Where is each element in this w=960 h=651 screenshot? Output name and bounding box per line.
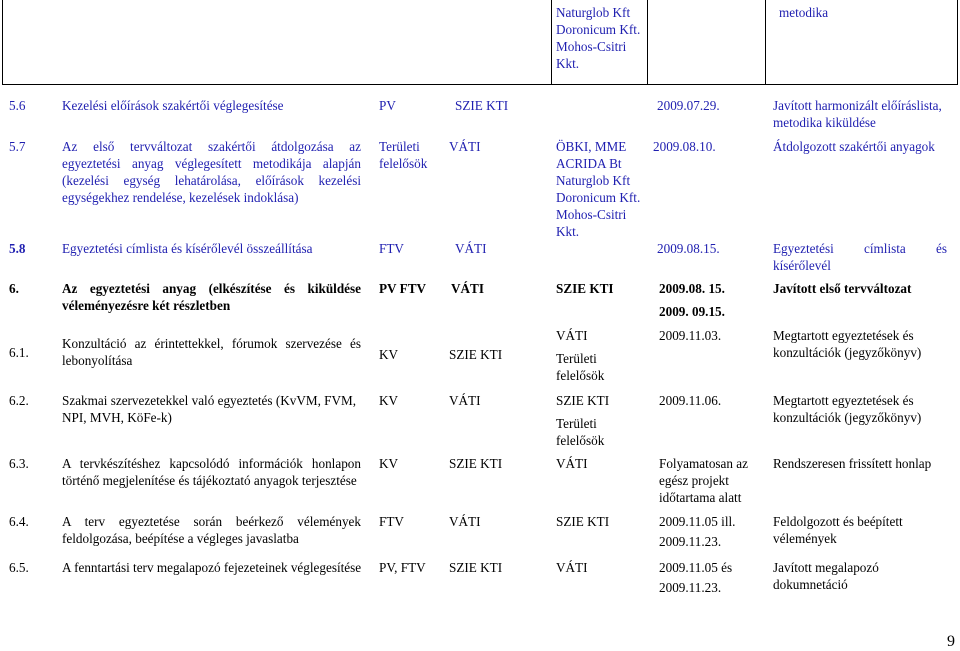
row-6-5-responsible: PV, FTV [379, 560, 426, 575]
table-border-right [957, 0, 958, 84]
row-6-2-other-line1: SZIE KTI [556, 393, 610, 408]
row-5-6-result-line2: metodika kiküldése [773, 115, 876, 130]
top-partner-4: Kkt. [556, 56, 580, 71]
row-6-2-other-line2: Területi [556, 416, 597, 431]
row-6-4-desc-line2: feldolgozása, beépítése a végleges javaslatba [62, 531, 299, 546]
table-border-mid3 [765, 0, 766, 84]
top-partner-2: Doronicum Kft. [556, 22, 641, 37]
row-5-7-number: 5.7 [9, 139, 26, 154]
row-6-2-participant: VÁTI [449, 393, 481, 408]
row-5-7-other-1: ÖBKI, MME [556, 139, 627, 154]
row-5-6-result-line1: Javított harmonizált előíráslista, [773, 98, 942, 113]
row-6-3-responsible: KV [379, 456, 399, 471]
row-6-5-date-line2: 2009.11.23. [659, 580, 722, 595]
row-6-5-number: 6.5. [9, 560, 29, 575]
table-border-left [2, 0, 3, 84]
row-5-6-description: Kezelési előírások szakértői véglegesítése [62, 98, 284, 113]
row-5-8-result-line1: Egyeztetési címlista és [773, 241, 947, 256]
row-6-2-result-line2: konzultációk (jegyzőkönyv) [773, 410, 922, 425]
row-5-7-other-5: Mohos-Csitri [556, 207, 627, 222]
row-6-desc-line2: véleményezésre két részletben [62, 298, 231, 313]
row-6-5-date-line1: 2009.11.05 és [659, 560, 733, 575]
table-border-mid2 [647, 0, 648, 84]
table-border-mid1 [551, 0, 552, 84]
row-6-2-desc-line1: Szakmai szervezetekkel való egyeztetés (KvVM, FVM, [62, 393, 357, 408]
row-6-4-number: 6.4. [9, 514, 29, 529]
row-6-3-other: VÁTI [556, 456, 588, 471]
row-6-4-result-line2: vélemények [773, 531, 837, 546]
row-6-1-other-line1: VÁTI [556, 328, 588, 343]
row-5-7-other-6: Kkt. [556, 224, 580, 239]
row-6-2-other-line3: felelősök [556, 433, 605, 448]
row-6-1-responsible: KV [379, 347, 399, 362]
row-5-6-date: 2009.07.29. [657, 98, 720, 113]
row-6-4-other: SZIE KTI [556, 514, 610, 529]
row-5-7-resp-line1: Területi [379, 139, 420, 154]
row-6-2-desc-line2: NPI, MVH, KöFe-k) [62, 410, 172, 425]
row-5-8-result-line2: kísérőlevél [773, 258, 831, 273]
row-5-7-result: Átdolgozott szakértői anyagok [773, 139, 935, 154]
row-6-3-date-line2: egész projekt [659, 473, 729, 488]
row-6-5-participant: SZIE KTI [449, 560, 503, 575]
top-note: metodika [779, 5, 829, 20]
row-5-7-other-2: ACRIDA Bt [556, 156, 622, 171]
row-5-7-desc-line1: Az első tervváltozat szakértői átdolgozása az [62, 139, 361, 154]
row-5-8-participant: VÁTI [455, 241, 487, 256]
row-5-8-responsible: FTV [379, 241, 404, 256]
row-5-7-desc-line3: (kezelési egység lehatárolása, előírások kezelési [62, 173, 361, 188]
row-6-participant: VÁTI [451, 281, 484, 296]
row-6-date-line2: 2009. 09.15. [659, 304, 725, 319]
row-6-3-result: Rendszeresen frissített honlap [773, 456, 932, 471]
row-6-5-other: VÁTI [556, 560, 588, 575]
row-6-2-number: 6.2. [9, 393, 29, 408]
row-5-8-date: 2009.08.15. [657, 241, 720, 256]
row-6-date-line1: 2009.08. 15. [659, 281, 725, 296]
row-5-6-participant: SZIE KTI [455, 98, 509, 113]
row-6-3-desc-line1: A tervkészítéshez kapcsolódó információk honlapon [62, 456, 361, 471]
top-partner-1: Naturglob Kft [556, 5, 631, 20]
row-5-6-number: 5.6 [9, 98, 26, 113]
row-6-3-date-line1: Folyamatosan az [659, 456, 748, 471]
row-5-6-responsible: PV [379, 98, 396, 113]
row-5-7-date: 2009.08.10. [653, 139, 716, 154]
row-5-7-participant: VÁTI [449, 139, 481, 154]
table-border-bottom [2, 84, 958, 85]
row-6-2-date: 2009.11.06. [659, 393, 722, 408]
row-6-5-description: A fenntartási terv megalapozó fejezeteinek véglegesítése [62, 560, 362, 575]
row-6-3-date-line3: időtartama alatt [659, 490, 742, 505]
row-6-other: SZIE KTI [556, 281, 614, 296]
row-6-4-participant: VÁTI [449, 514, 481, 529]
top-partner-3: Mohos-Csitri [556, 39, 627, 54]
row-5-7-other-4: Doronicum Kft. [556, 190, 641, 205]
row-5-7-resp-line2: felelősök [379, 156, 428, 171]
row-6-4-date-line1: 2009.11.05 ill. [659, 514, 736, 529]
row-5-7-desc-line4: egységekhez rendelése, kezelések indoklása) [62, 190, 299, 205]
row-6-1-desc-line2: lebonyolítása [62, 353, 133, 368]
row-5-8-number: 5.8 [9, 241, 26, 256]
row-6-4-date-line2: 2009.11.23. [659, 534, 722, 549]
row-5-8-description: Egyeztetési címlista és kísérőlevél összeállítása [62, 241, 313, 256]
row-6-3-participant: SZIE KTI [449, 456, 503, 471]
row-6-desc-line1: Az egyeztetési anyag (elkészítése és kiküldése [62, 281, 361, 296]
row-6-4-desc-line1: A terv egyeztetése során beérkező vélemények [62, 514, 361, 529]
row-5-7-other-3: Naturglob Kft [556, 173, 631, 188]
row-6-4-responsible: FTV [379, 514, 404, 529]
row-6-1-date: 2009.11.03. [659, 328, 722, 343]
row-6-5-result-line2: dokumnetáció [773, 577, 848, 592]
row-6-1-desc-line1: Konzultáció az érintettekkel, fórumok szervezése és [62, 336, 361, 351]
row-6-1-other-line3: felelősök [556, 368, 605, 383]
row-6-4-result-line1: Feldolgozott és beépített [773, 514, 903, 529]
row-6-3-number: 6.3. [9, 456, 29, 471]
row-6-2-responsible: KV [379, 393, 399, 408]
row-6-number: 6. [9, 281, 19, 296]
row-5-7-desc-line2: egyeztetési anyag véglegesített metodikája alapján [62, 156, 361, 171]
row-6-1-result-line1: Megtartott egyeztetések és [773, 328, 914, 343]
row-6-2-result-line1: Megtartott egyeztetések és [773, 393, 914, 408]
row-6-1-result-line2: konzultációk (jegyzőkönyv) [773, 345, 922, 360]
row-6-3-desc-line2: történő megjelenítése és tájékoztató anyagok terjesztése [62, 473, 357, 488]
row-6-1-number: 6.1. [9, 345, 29, 360]
row-6-result: Javított első tervváltozat [773, 281, 912, 296]
row-6-1-participant: SZIE KTI [449, 347, 503, 362]
row-6-responsible: PV FTV [379, 281, 427, 296]
row-6-1-other-line2: Területi [556, 351, 597, 366]
row-6-5-result-line1: Javított megalapozó [773, 560, 879, 575]
page-number: 9 [947, 633, 955, 650]
